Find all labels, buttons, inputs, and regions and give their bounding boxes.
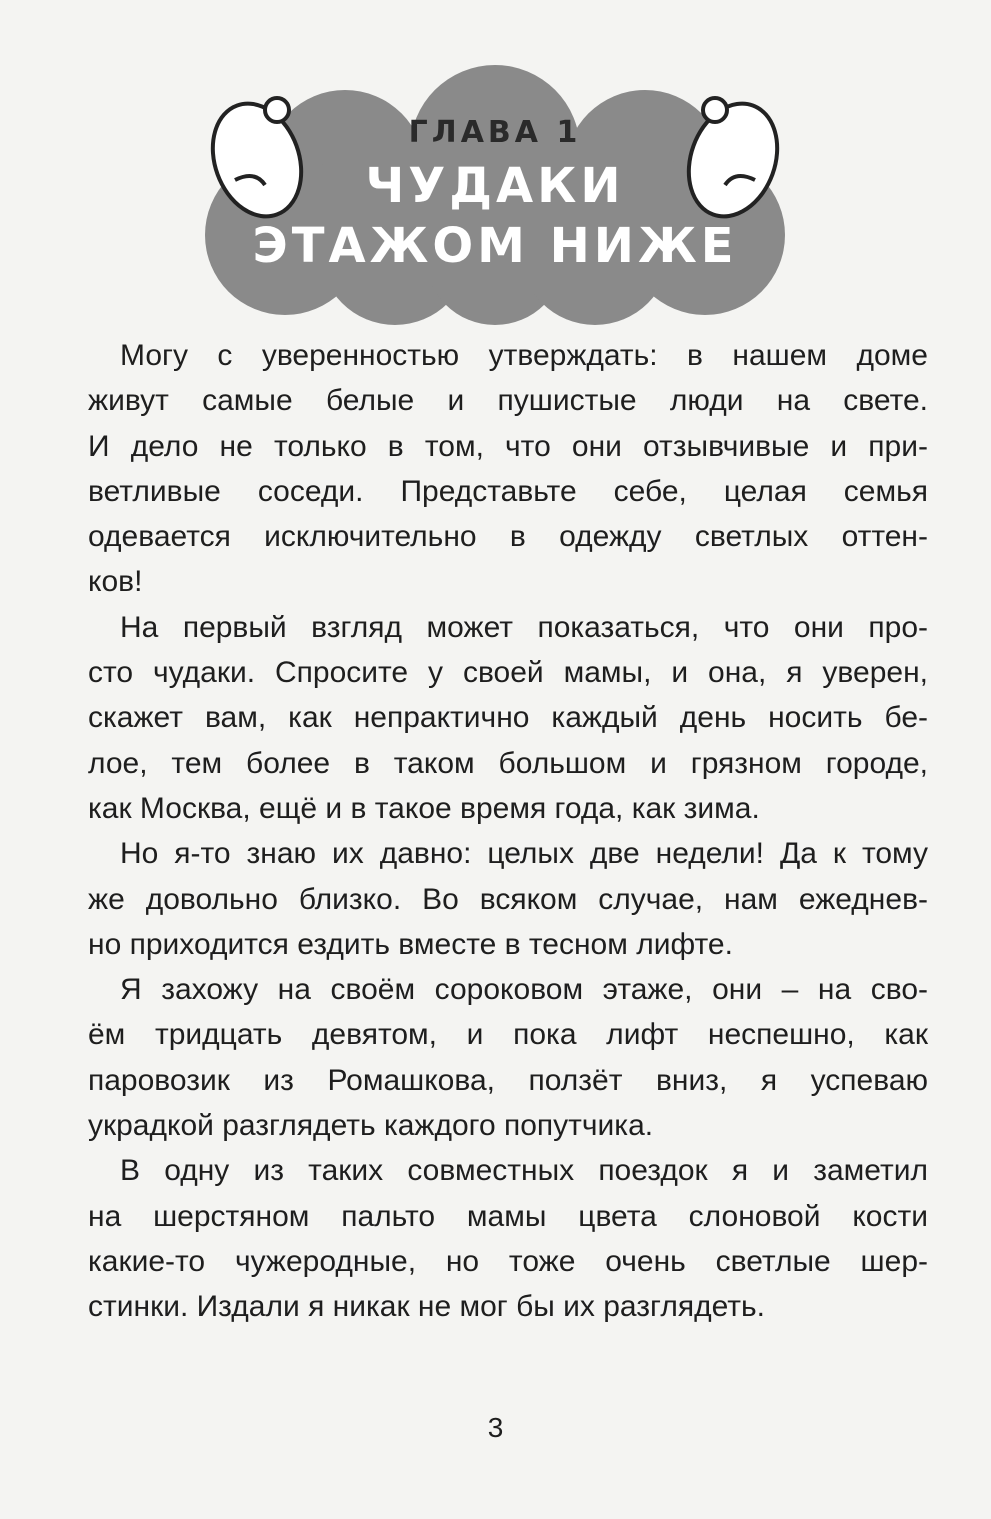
text-line: Я захожу на своём сороковом этаже, они – на сво- [120,973,928,1007]
text-line: ём тридцать девятом, и пока лифт неспешно, как [88,1018,928,1052]
text-line: Могу с уверенностью утверждать: в нашем доме [120,339,928,372]
chapter-label: ГЛАВА 1 [408,115,582,150]
page-number: 3 [487,1412,504,1443]
paragraph [88,1148,928,1329]
text-line: И дело не только в том, что они отзывчивые и при- [88,429,928,463]
text-line: живут самые белые и пушистые люди на свете. [88,384,928,418]
chapter-title-line-2: ЭТАЖОМ НИЖЕ [252,218,738,274]
text-line: В одну из таких совместных поездок я и заметил [120,1154,928,1188]
text-line: сто чудаки. Спросите у своей мамы, и она, я уверен, [88,656,928,690]
text-line: стинки. Издали я никак не мог бы их разглядеть. [88,1290,765,1324]
text-line: но приходится ездить вместе в тесном лифте. [88,927,733,961]
text-line: лое, тем более в таком большом и грязном городе, [88,746,928,780]
chapter-header [195,60,795,325]
text-line: как Москва, ещё и в такое время года, как зима. [88,791,760,825]
text-line: Но я-то знаю их давно: целых две недели! Да к тому [120,837,928,871]
text-line: паровозик из Ромашкова, ползёт вниз, я успеваю [88,1063,928,1097]
text-line: же довольно близко. Во всяком случае, нам ежеднев- [88,882,928,916]
text-line: На первый взгляд может показаться, что они про- [120,610,928,644]
text-line: одевается исключительно в одежду светлых оттен- [88,520,928,554]
text-line: ветливые соседи. Представьте себе, целая семья [88,474,928,508]
text-line: какие-то чужеродные, но тоже очень светлые шер- [88,1244,928,1278]
paragraph [88,967,928,1148]
paragraph [88,333,928,605]
text-line: украдкой разглядеть каждого попутчика. [88,1109,654,1143]
text-line: на шерстяном пальто мамы цвета слоновой кости [88,1199,928,1233]
chapter-title-line-1: ЧУДАКИ [365,158,625,214]
paragraph [88,831,928,967]
paragraph [88,605,928,831]
text-line: скажет вам, как непрактично каждый день носить бе- [88,701,928,735]
body-text [88,333,928,1330]
text-line: ков! [88,565,143,599]
